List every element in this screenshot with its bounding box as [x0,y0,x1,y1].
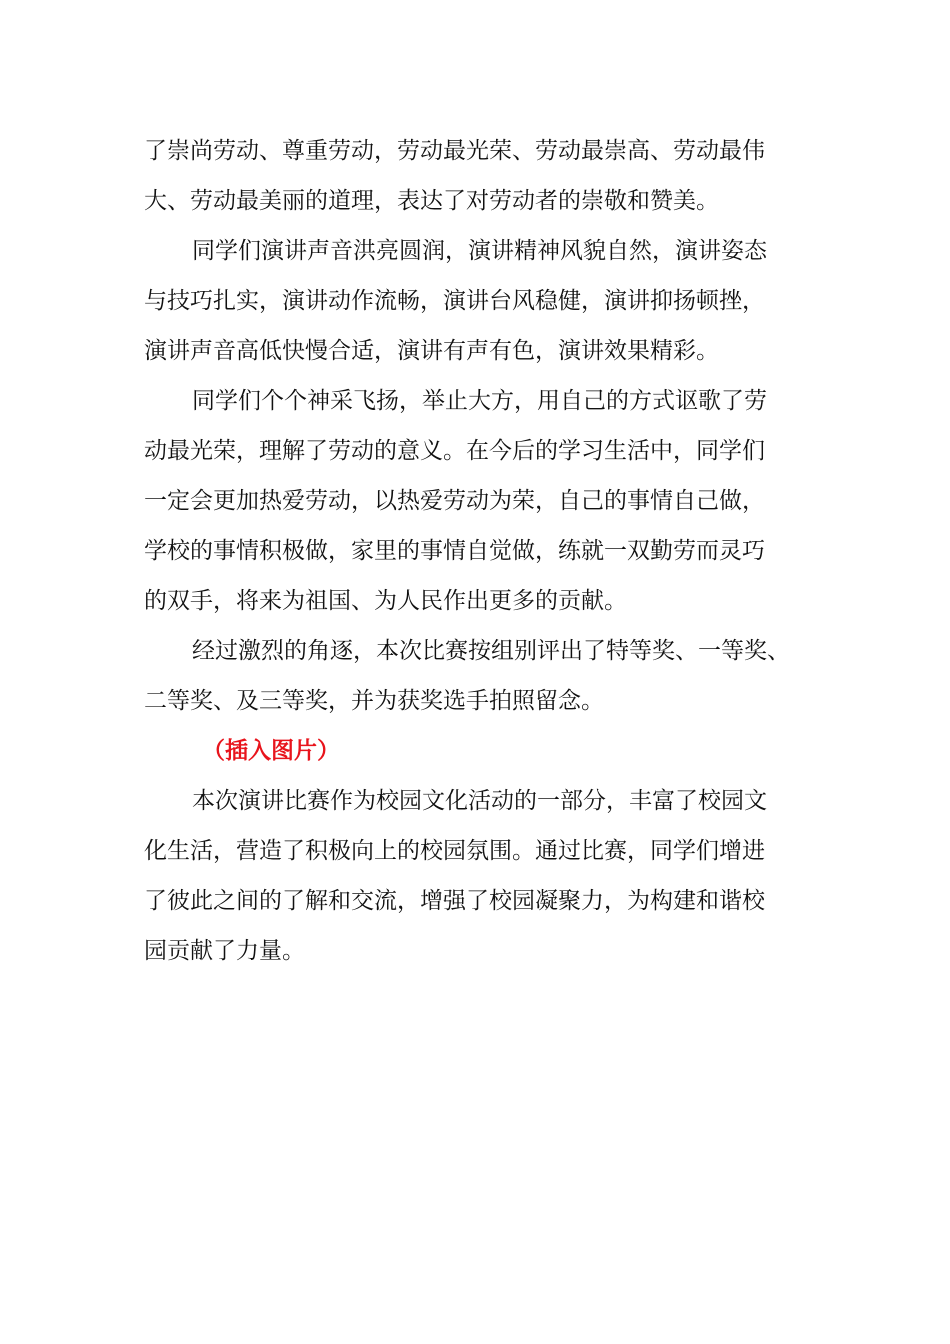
paragraph-1 [144,126,804,226]
paragraph-line: 学校的事情积极做，家里的事情自觉做，练就一双勤劳而灵巧 [144,538,765,564]
paragraph-4 [144,626,804,726]
paragraph-line: 经过激烈的角逐，本次比赛按组别评出了特等奖、一等奖、 [192,638,790,664]
paragraph-line: 与技巧扎实，演讲动作流畅，演讲台风稳健，演讲抑扬顿挫， [144,288,765,314]
paragraph-line: 动最光荣，理解了劳动的意义。在今后的学习生活中，同学们 [144,438,765,464]
paragraph-line: 二等奖、及三等奖，并为获奖选手拍照留念。 [144,688,604,714]
insert-image-placeholder: （插入图片） [202,738,340,764]
paragraph-line: 的双手，将来为祖国、为人民作出更多的贡献。 [144,588,627,614]
paragraph-line: 演讲声音高低快慢合适，演讲有声有色，演讲效果精彩。 [144,338,719,364]
paragraph-line: 园贡献了力量。 [144,938,305,964]
paragraph-2 [144,226,804,376]
paragraph-line: 了崇尚劳动、尊重劳动，劳动最光荣、劳动最崇高、劳动最伟 [144,138,765,164]
paragraph-line: 一定会更加热爱劳动，以热爱劳动为荣，自己的事情自己做， [144,488,765,514]
paragraph-line: 同学们个个神采飞扬，举止大方，用自己的方式讴歌了劳 [192,388,767,414]
document-body [144,126,804,976]
paragraph-5 [144,776,804,976]
paragraph-line: 大、劳动最美丽的道理，表达了对劳动者的崇敬和赞美。 [144,188,719,214]
paragraph-3 [144,376,804,626]
paragraph-line: 本次演讲比赛作为校园文化活动的一部分，丰富了校园文 [192,788,767,814]
paragraph-line: 了彼此之间的了解和交流，增强了校园凝聚力，为构建和谐校 [144,888,765,914]
paragraph-line: 化生活，营造了积极向上的校园氛围。通过比赛，同学们增进 [144,838,765,864]
paragraph-line: 同学们演讲声音洪亮圆润，演讲精神风貌自然，演讲姿态 [192,238,767,264]
